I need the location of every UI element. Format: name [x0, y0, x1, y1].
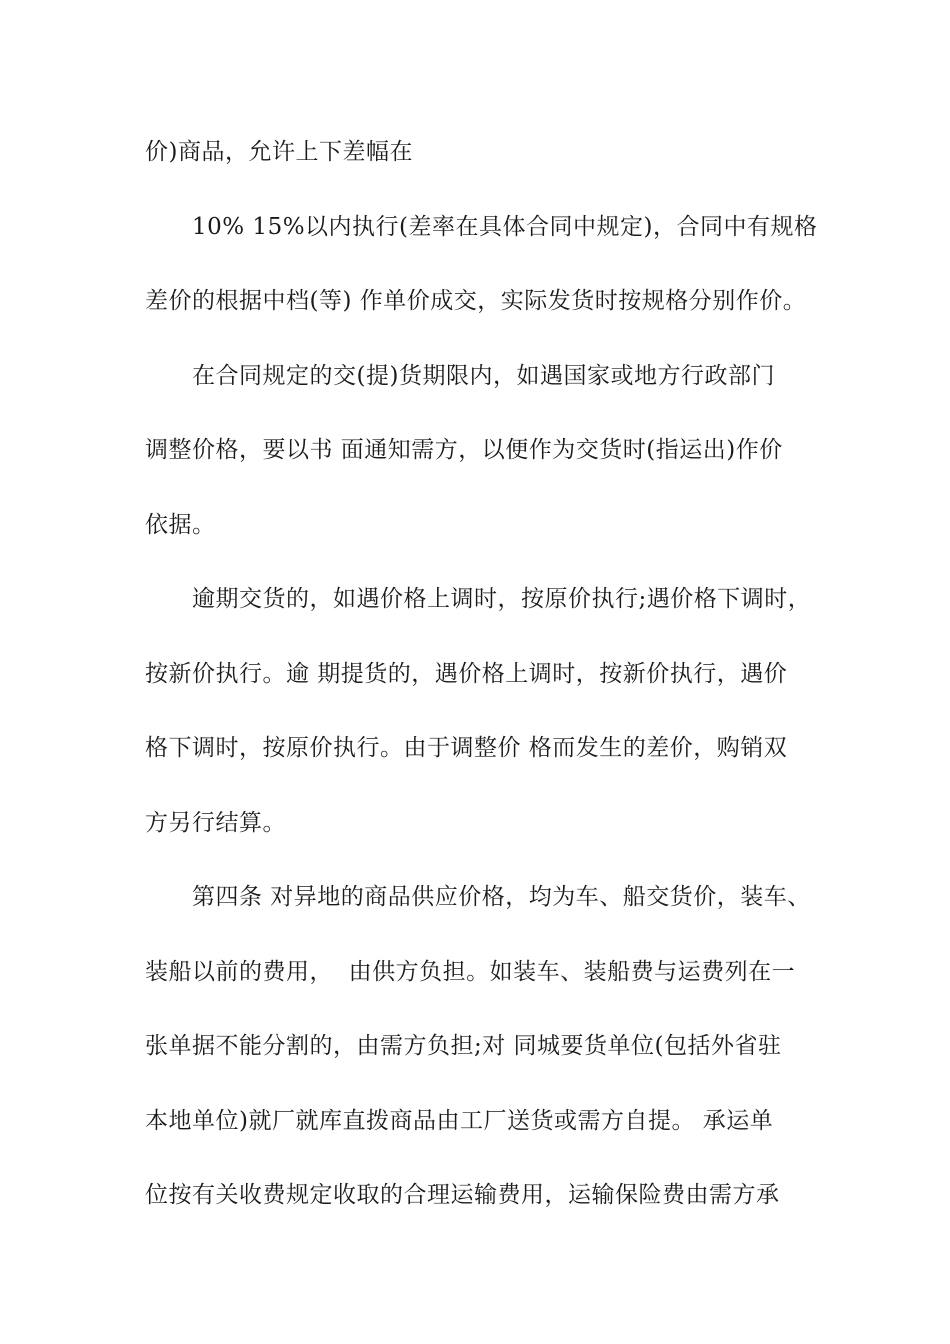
- text-line: 在合同规定的交(提)货期限内，如遇国家或地方行政部门: [192, 363, 775, 389]
- text-line: 张单据不能分割的，由需方负担;对 同城要货单位(包括外省驻: [145, 1033, 782, 1059]
- text-line: 差价的根据中档(等) 作单价成交，实际发货时按规格分别作价。: [145, 288, 807, 314]
- text-line: 依据。: [145, 512, 216, 538]
- text-line: 按新价执行。逾 期提货的，遇价格上调时，按新价执行，遇价: [145, 661, 788, 687]
- text-line: 本地单位)就厂就库直拨商品由工厂送货或需方自提。 承运单: [145, 1108, 774, 1134]
- text-line: 第四条 对异地的商品供应价格，均为车、船交货价，装车、: [192, 884, 811, 910]
- text-line: 位按有关收费规定收取的合理运输费用，运输保险费由需方承: [145, 1182, 780, 1208]
- text-line: 逾期交货的，如遇价格上调时，按原价执行;遇价格下调时，: [192, 586, 812, 612]
- text-line: 10% 15%以内执行(差率在具体合同中规定)，合同中有规格: [192, 214, 818, 240]
- text-line: 调整价格，要以书 面通知需方，以便作为交货时(指运出)作价: [145, 437, 783, 463]
- text-line: 价)商品，允许上下差幅在: [145, 139, 413, 165]
- text-line: 装船以前的费用， 由供方负担。如装车、装船费与运费列在一: [145, 959, 796, 985]
- text-line: 方另行结算。: [145, 810, 286, 836]
- text-line: 格下调时，按原价执行。由于调整价 格而发生的差价，购销双: [145, 735, 788, 761]
